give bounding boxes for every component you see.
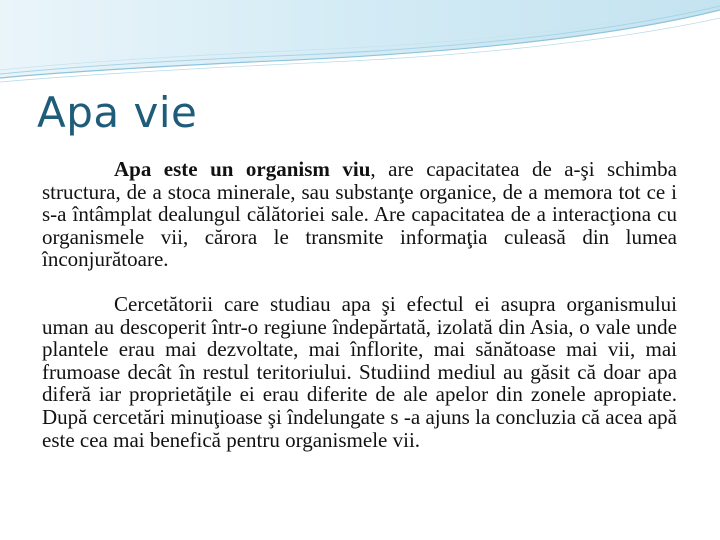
body-text: [42, 158, 677, 451]
paragraph-2: Cercetătorii care studiau apa şi efectul ei asupra organismului uman au descoperit într-o regiune îndepărtată, izolată din Asia, o vale unde plantele erau mai dezvoltate, mai înflorite, mai sănătoase mai vii, mai frumoase decât în restul teritoriului. Studiind mediul au găsit că doar apa diferă iar proprietăţile ei erau diferite de ale apelor din zonele apropiate. După cercetări minuţioase şi îndelungate s -a ajuns la concluzia că acea apă este cea mai benefică pentru organismele vii.: [42, 291, 677, 452]
header-wave-decoration: [0, 0, 720, 90]
paragraph-1-bold-lead: Apa este un organism viu: [114, 157, 371, 181]
paragraph-1-text: , are capacitatea de a-şi schimba structura, de a stoca minerale, sau substanţe organice, de a memora tot ce i s-a întâmplat dealungul călătoriei sale. Are capacitatea de a interacţiona cu organismele vii, cărora le transmite informaţia culeasă din lumea înconjurătoare.: [42, 157, 677, 272]
slide-title: Apa vie: [37, 88, 198, 137]
paragraph-1: [42, 158, 677, 271]
wave-fill: [0, 0, 720, 78]
